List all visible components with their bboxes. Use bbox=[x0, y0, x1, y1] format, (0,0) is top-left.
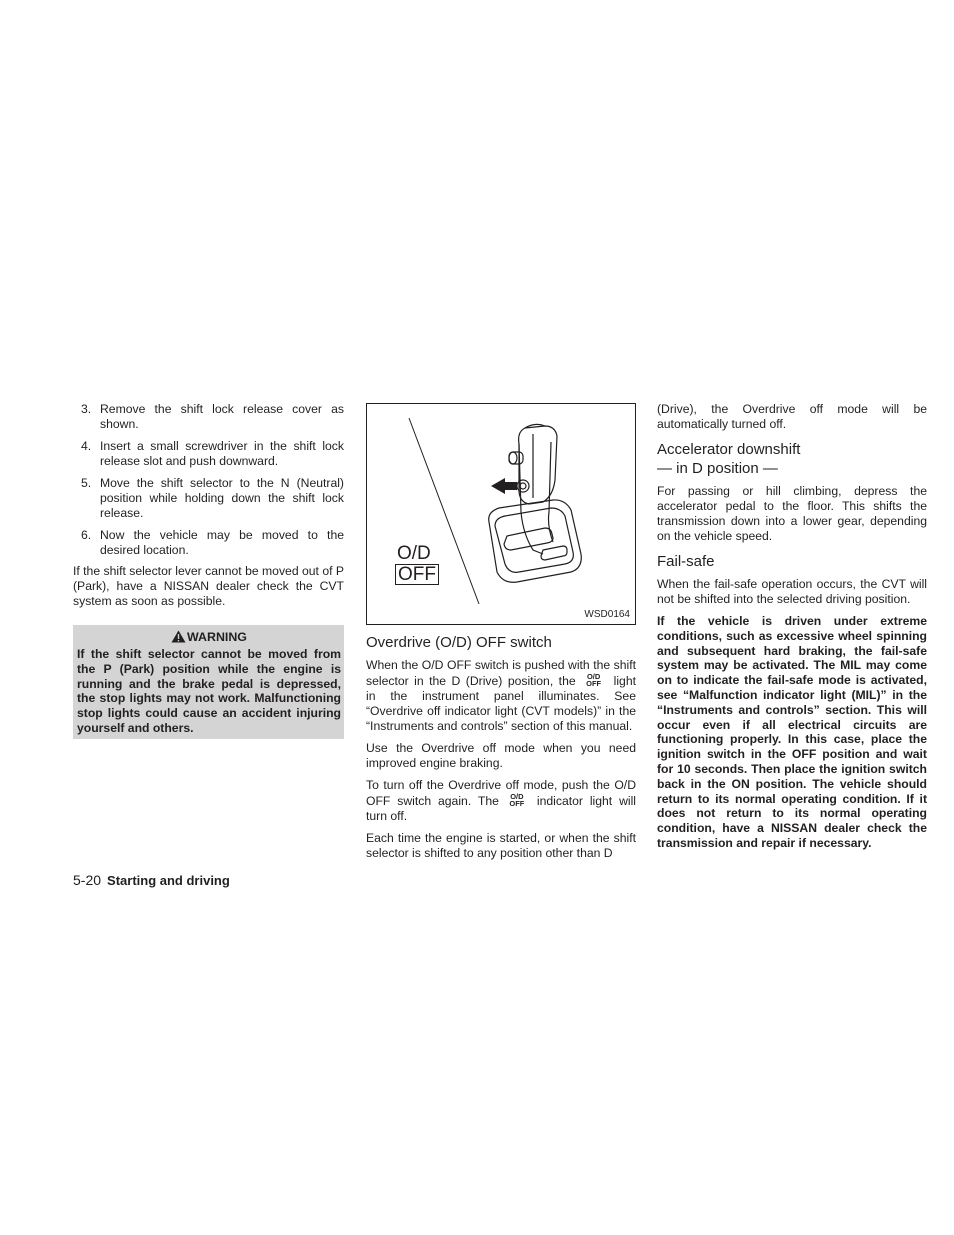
right-column bbox=[657, 402, 927, 851]
overdrive-paragraph-1: When the O/D OFF switch is pushed with the shift selector in the D (Drive) position, the O/D OFF light in the instrument panel illuminates. See “Overdrive off indicator light (CVT models)” in the “Instruments and controls” section of this manual. bbox=[366, 658, 636, 733]
overdrive-heading: Overdrive (O/D) OFF switch bbox=[366, 634, 552, 651]
list-item: 4. Insert a small screwdriver in the shift lock release slot and push downward. bbox=[81, 439, 344, 468]
warning-body: If the shift selector cannot be moved from the P (Park) position while the engine is running and the brake pedal is depressed, the stop lights may not work. Malfunctioning stop lights could cause an accident injuring yourself and others. bbox=[77, 647, 341, 735]
od-off-indicator-icon: O/D OFF bbox=[509, 792, 525, 808]
warning-box bbox=[73, 625, 344, 739]
failsafe-paragraph-1: When the fail-safe operation occurs, the CVT will not be shifted into the selected driving position. bbox=[657, 577, 927, 606]
overdrive-paragraph-4-continued: (Drive), the Overdrive off mode will be automatically turned off. bbox=[657, 402, 927, 431]
warning-title: WARNING bbox=[187, 630, 247, 644]
warning-triangle-icon bbox=[171, 630, 186, 643]
shift-selector-illustration bbox=[367, 404, 635, 624]
accelerator-heading: Accelerator downshift — in D position — bbox=[657, 441, 801, 477]
figure-id: WSD0164 bbox=[584, 609, 630, 620]
list-item: 3. Remove the shift lock release cover as shown. bbox=[81, 402, 344, 431]
list-item: 6. Now the vehicle may be moved to the desired location. bbox=[81, 528, 344, 557]
list-item: 5. Move the shift selector to the N (Neutral) position while holding down the shift lock release. bbox=[81, 476, 344, 520]
middle-column bbox=[366, 402, 636, 861]
warning-header bbox=[77, 625, 341, 647]
accelerator-text: For passing or hill climbing, depress the accelerator pedal to the floor. This shifts the transmission down into a lower gear, depending on the vehicle speed. bbox=[657, 484, 927, 543]
shift-lock-steps bbox=[73, 402, 344, 558]
section-title: Starting and driving bbox=[107, 873, 230, 888]
page-number: 5-20 bbox=[73, 872, 102, 888]
failsafe-heading: Fail-safe bbox=[657, 553, 715, 570]
overdrive-paragraph-4: Each time the engine is started, or when the shift selector is shifted to any position other than D bbox=[366, 831, 636, 860]
failsafe-paragraph-2: If the vehicle is driven under extreme conditions, such as excessive wheel spinning and subsequent hard braking, the fail-safe system may be activated. The MIL may come on to indicate the fail-safe mode is activated, see “Malfunction indicator light (MIL)” in the “Instruments and controls” section. This will occur even if all electrical circuits are functioning properly. In this case, place the ignition switch in the OFF position and wait for 10 seconds. Then place the ignition switch back in the ON position. The vehicle should return to its normal operating condition. If it does not return to its normal operating condition, have a NISSAN dealer check the transmission and repair if necessary. bbox=[657, 614, 927, 850]
page-footer bbox=[73, 872, 230, 889]
od-off-indicator-icon: O/D OFF bbox=[586, 672, 602, 688]
shift-selector-figure bbox=[366, 403, 636, 625]
od-label: O/D bbox=[397, 543, 431, 564]
off-label: OFF bbox=[395, 564, 439, 585]
shift-note: If the shift selector lever cannot be moved out of P (Park), have a NISSAN dealer check the CVT system as soon as possible. bbox=[73, 564, 344, 608]
overdrive-paragraph-3: To turn off the Overdrive off mode, push the O/D OFF switch again. The O/D OFF indicator light will turn off. bbox=[366, 778, 636, 823]
overdrive-paragraph-2: Use the Overdrive off mode when you need improved engine braking. bbox=[366, 741, 636, 770]
left-column bbox=[73, 402, 344, 739]
